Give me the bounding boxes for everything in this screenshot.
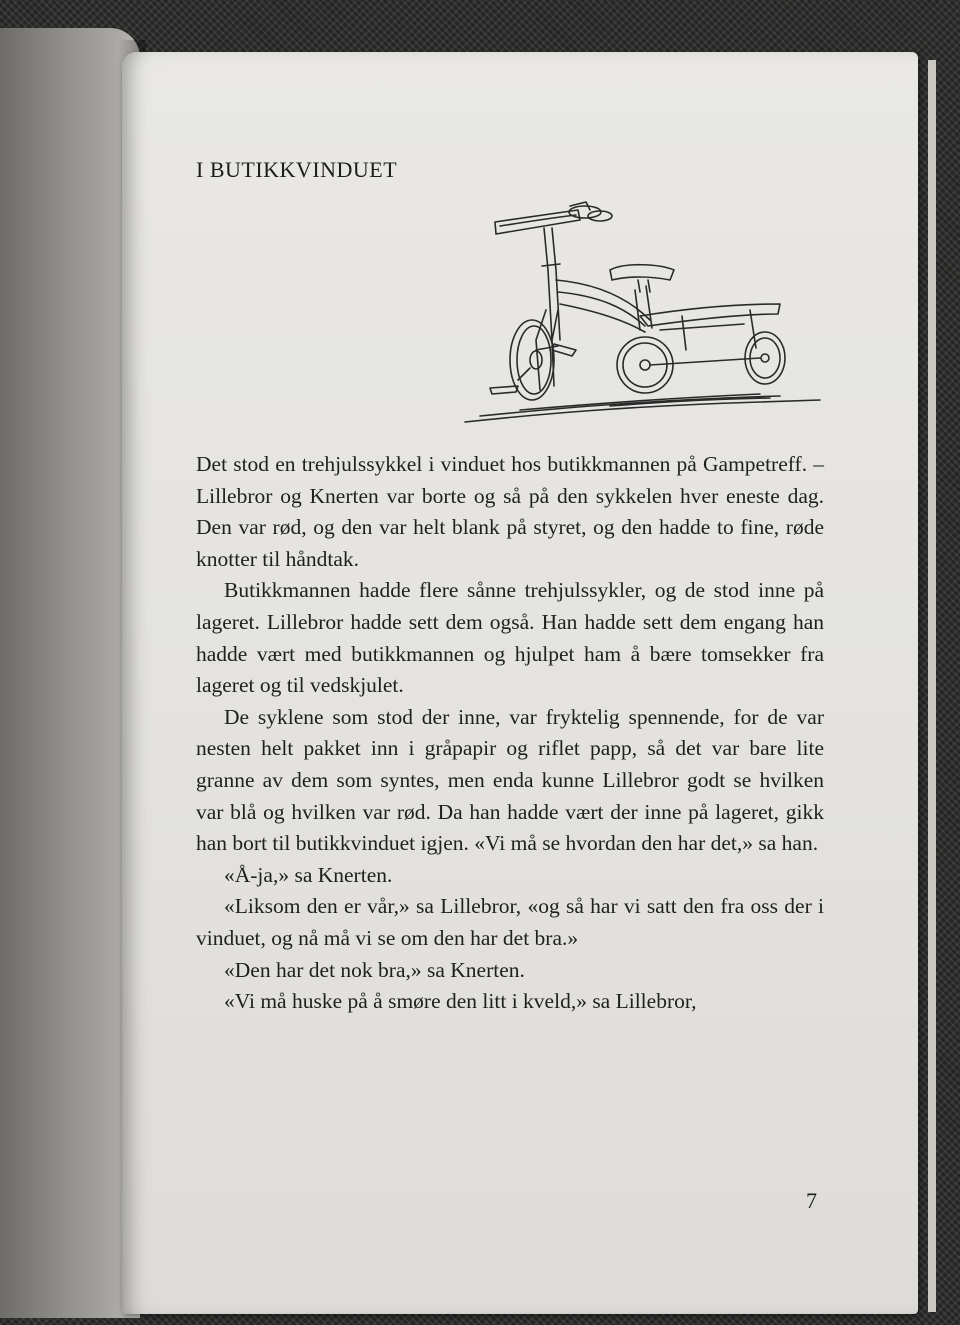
ground-lines [465, 394, 820, 422]
handlebar [495, 202, 612, 234]
paragraph: «Den har det nok bra,» sa Knerten. [224, 957, 525, 982]
paragraph: «Liksom den er vår,» sa Lillebror, «og så har vi satt den fra oss der i vinduet, og nå må vi se om den har det bra.» [196, 894, 824, 950]
rear-wheel-left [617, 337, 673, 393]
paragraph: «Vi må huske på å smøre den litt i kveld,» sa Lillebror, [224, 989, 697, 1014]
paragraph: «Å-ja,» sa Knerten. [224, 862, 393, 887]
rear-platform [640, 304, 780, 350]
paragraph: De syklene som stod der inne, var fryktelig spennende, for de var nesten helt pakket inn i gråpapir og riflet papp, så det var bare lite granne av dem som syntes, men enda kunne Lillebror godt se hvilken var blå og hvilken var rød. Da han hadde vært der inne på lageret, gikk han bort til butikkvinduet igjen. «Vi må se hvordan den har det,» sa han. [196, 704, 824, 856]
frame [556, 280, 652, 332]
page-number: 7 [806, 1188, 817, 1213]
page-edge [928, 60, 936, 1312]
tricycle-illustration [460, 200, 830, 430]
chapter-title: I BUTIKKVINDUET [196, 157, 398, 182]
body-text [196, 449, 824, 1018]
paragraph: Det stod en trehjulssykkel i vinduet hos butikkmannen på Gampetreff. – Lillebror og Knerten var borte og så på den sykkelen hver eneste dag. Den var rød, og den var helt blank på styret, og den hadde to fine, røde knotter til håndtak. [196, 452, 824, 571]
seat [610, 265, 674, 292]
paragraph: Butikkmannen hadde flere sånne trehjulssykler, og de stod inne på lageret. Lillebror hadde sett dem også. Han hadde sett dem engang han hadde vært med butikkmannen og hjulpet ham å bære tomsekker fra lageret og til vedskjulet. [196, 578, 824, 698]
